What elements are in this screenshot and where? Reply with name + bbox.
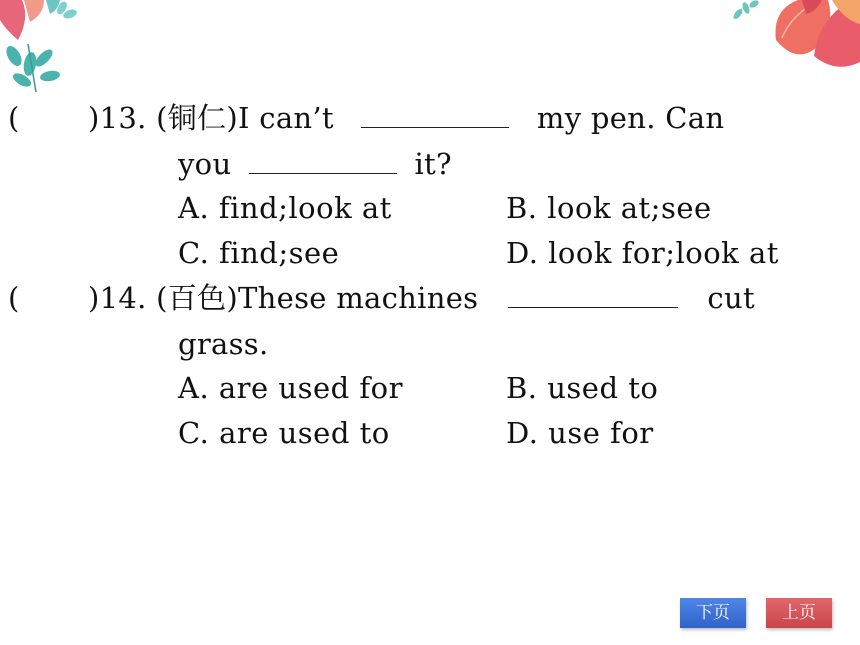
q14-option-b: B. used to xyxy=(506,371,659,405)
q13-option-d: D. look for;look at xyxy=(506,236,779,270)
q14-source: (百色) xyxy=(156,281,238,315)
q14-option-a: A. are used for xyxy=(178,371,403,405)
q13-number: )13. xyxy=(88,101,147,135)
previous-page-button[interactable]: 上页 xyxy=(766,598,832,628)
q13-option-c: C. find;see xyxy=(178,236,340,270)
q14-option-d: D. use for xyxy=(506,416,654,450)
decorative-leaves-right-icon xyxy=(732,0,860,75)
q14-text-part1: These machines xyxy=(238,281,479,315)
q13-line1 xyxy=(88,100,724,136)
q13-answer-paren: ( xyxy=(8,101,20,135)
q14-option-c: C. are used to xyxy=(178,416,390,450)
q13-text-part4: it? xyxy=(414,147,452,181)
q13-text-part2: my pen. Can xyxy=(536,101,725,135)
q14-answer-paren: ( xyxy=(8,281,20,315)
q14-number: )14. xyxy=(88,281,147,315)
q13-blank-1 xyxy=(361,101,509,128)
q13-line2 xyxy=(178,146,452,182)
q13-source: (铜仁) xyxy=(156,101,238,135)
decorative-leaves-left-icon xyxy=(0,0,90,95)
q13-text-part1: I can’t xyxy=(238,101,334,135)
q13-option-b: B. look at;see xyxy=(506,191,712,225)
q13-option-a: A. find;look at xyxy=(178,191,392,225)
q14-blank xyxy=(508,281,678,308)
q13-blank-2 xyxy=(249,147,397,174)
q13-text-part3: you xyxy=(178,147,232,181)
q14-line1 xyxy=(88,280,755,316)
q14-line2: grass. xyxy=(178,327,269,361)
next-page-button[interactable]: 下页 xyxy=(680,598,746,628)
q14-text-part2: cut xyxy=(707,281,755,315)
